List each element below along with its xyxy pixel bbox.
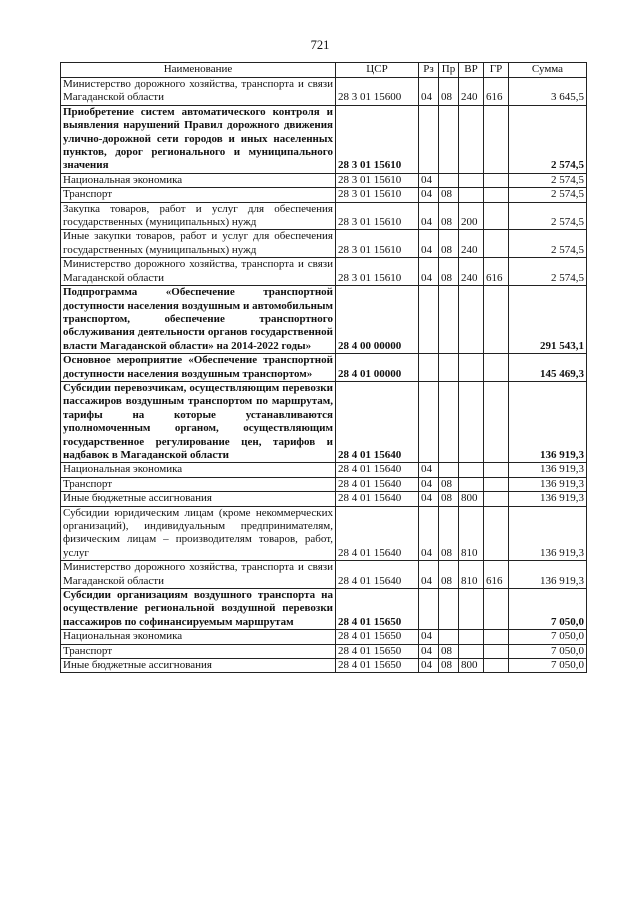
cell-vr bbox=[459, 644, 484, 658]
cell-gr bbox=[484, 105, 509, 173]
cell-pr: 08 bbox=[439, 188, 459, 202]
cell-gr bbox=[484, 644, 509, 658]
cell-gr bbox=[484, 589, 509, 630]
cell-vr bbox=[459, 105, 484, 173]
cell-vr: 200 bbox=[459, 202, 484, 230]
cell-pr bbox=[439, 463, 459, 477]
cell-name: Министерство дорожного хозяйства, транспорта и связи Магаданской области bbox=[61, 561, 336, 589]
cell-pr: 08 bbox=[439, 659, 459, 673]
cell-sum: 7 050,0 bbox=[509, 589, 587, 630]
cell-name: Субсидии организациям воздушного транспорта на осуществление региональной воздушной перевозки пассажиров по софинансируемым маршрутам bbox=[61, 589, 336, 630]
cell-name: Субсидии перевозчикам, осуществляющим перевозки пассажиров воздушным транспортом по маршрутам, тарифы на которые устанавливаются уполномоченным органом, осуществляющим государственное регулирование цен, тарифов и надбавок в Магаданской области bbox=[61, 381, 336, 462]
cell-pr: 08 bbox=[439, 644, 459, 658]
cell-gr bbox=[484, 506, 509, 561]
cell-csr: 28 4 01 15640 bbox=[336, 463, 419, 477]
cell-sum: 136 919,3 bbox=[509, 492, 587, 506]
cell-gr: 616 bbox=[484, 78, 509, 106]
cell-csr: 28 4 01 15650 bbox=[336, 630, 419, 644]
cell-rz: 04 bbox=[419, 258, 439, 286]
cell-name: Иные бюджетные ассигнования bbox=[61, 659, 336, 673]
table-row bbox=[61, 105, 587, 173]
cell-gr bbox=[484, 286, 509, 354]
cell-pr: 08 bbox=[439, 561, 459, 589]
table-row bbox=[61, 286, 587, 354]
table-row bbox=[61, 258, 587, 286]
cell-gr: 616 bbox=[484, 561, 509, 589]
cell-pr: 08 bbox=[439, 258, 459, 286]
cell-sum: 145 469,3 bbox=[509, 354, 587, 382]
table-row bbox=[61, 630, 587, 644]
cell-csr: 28 4 01 15640 bbox=[336, 492, 419, 506]
cell-gr: 616 bbox=[484, 258, 509, 286]
budget-table bbox=[60, 62, 587, 673]
cell-rz: 04 bbox=[419, 188, 439, 202]
cell-vr: 240 bbox=[459, 230, 484, 258]
cell-name: Национальная экономика bbox=[61, 173, 336, 187]
cell-name: Подпрограмма «Обеспечение транспортной доступности населения воздушным и автомобильным транспортом, обеспечение транспортного обслуживания деятельности органов государственной власти Магаданской области» на 2014-2022 годы» bbox=[61, 286, 336, 354]
cell-name: Субсидии юридическим лицам (кроме некоммерческих организаций), индивидуальным предпринимателям, физическим лицам – производителям товаров, работ, услуг bbox=[61, 506, 336, 561]
table-row bbox=[61, 589, 587, 630]
cell-pr: 08 bbox=[439, 202, 459, 230]
cell-vr bbox=[459, 477, 484, 491]
cell-name: Транспорт bbox=[61, 188, 336, 202]
cell-name: Закупка товаров, работ и услуг для обеспечения государственных (муниципальных) нужд bbox=[61, 202, 336, 230]
cell-csr: 28 4 01 15640 bbox=[336, 477, 419, 491]
cell-sum: 7 050,0 bbox=[509, 644, 587, 658]
table-row bbox=[61, 659, 587, 673]
header-pr: Пр bbox=[439, 63, 459, 78]
cell-sum: 136 919,3 bbox=[509, 463, 587, 477]
cell-pr bbox=[439, 381, 459, 462]
cell-rz: 04 bbox=[419, 644, 439, 658]
cell-sum: 136 919,3 bbox=[509, 381, 587, 462]
cell-csr: 28 4 01 15650 bbox=[336, 644, 419, 658]
cell-rz: 04 bbox=[419, 78, 439, 106]
cell-pr bbox=[439, 589, 459, 630]
cell-rz bbox=[419, 381, 439, 462]
cell-gr bbox=[484, 188, 509, 202]
cell-vr bbox=[459, 463, 484, 477]
cell-vr: 240 bbox=[459, 258, 484, 286]
cell-csr: 28 3 01 15610 bbox=[336, 173, 419, 187]
cell-pr bbox=[439, 354, 459, 382]
cell-sum: 136 919,3 bbox=[509, 506, 587, 561]
table-body bbox=[61, 78, 587, 673]
cell-csr: 28 4 01 15640 bbox=[336, 506, 419, 561]
cell-sum: 136 919,3 bbox=[509, 561, 587, 589]
cell-sum: 2 574,5 bbox=[509, 202, 587, 230]
cell-csr: 28 4 01 15650 bbox=[336, 589, 419, 630]
cell-csr: 28 3 01 15610 bbox=[336, 258, 419, 286]
cell-csr: 28 3 01 15610 bbox=[336, 188, 419, 202]
cell-rz: 04 bbox=[419, 561, 439, 589]
cell-sum: 136 919,3 bbox=[509, 477, 587, 491]
cell-name: Министерство дорожного хозяйства, транспорта и связи Магаданской области bbox=[61, 78, 336, 106]
table-row bbox=[61, 506, 587, 561]
cell-csr: 28 3 01 15610 bbox=[336, 230, 419, 258]
cell-sum: 7 050,0 bbox=[509, 659, 587, 673]
cell-sum: 2 574,5 bbox=[509, 230, 587, 258]
cell-rz bbox=[419, 105, 439, 173]
header-vr: ВР bbox=[459, 63, 484, 78]
cell-vr bbox=[459, 630, 484, 644]
cell-csr: 28 3 01 15610 bbox=[336, 105, 419, 173]
cell-pr: 08 bbox=[439, 492, 459, 506]
header-rz: Рз bbox=[419, 63, 439, 78]
cell-pr bbox=[439, 173, 459, 187]
cell-sum: 2 574,5 bbox=[509, 173, 587, 187]
table-row bbox=[61, 644, 587, 658]
cell-csr: 28 3 01 15610 bbox=[336, 202, 419, 230]
cell-vr: 800 bbox=[459, 659, 484, 673]
cell-csr: 28 3 01 15600 bbox=[336, 78, 419, 106]
table-row bbox=[61, 78, 587, 106]
cell-vr bbox=[459, 589, 484, 630]
cell-vr: 810 bbox=[459, 561, 484, 589]
cell-rz: 04 bbox=[419, 173, 439, 187]
cell-pr: 08 bbox=[439, 230, 459, 258]
header-name: Наименование bbox=[61, 63, 336, 78]
cell-gr bbox=[484, 659, 509, 673]
cell-vr bbox=[459, 188, 484, 202]
cell-pr: 08 bbox=[439, 506, 459, 561]
cell-vr bbox=[459, 286, 484, 354]
cell-gr bbox=[484, 463, 509, 477]
cell-vr: 800 bbox=[459, 492, 484, 506]
cell-csr: 28 4 01 15640 bbox=[336, 561, 419, 589]
cell-vr bbox=[459, 354, 484, 382]
cell-vr: 240 bbox=[459, 78, 484, 106]
cell-rz: 04 bbox=[419, 506, 439, 561]
table-row bbox=[61, 202, 587, 230]
table-row bbox=[61, 477, 587, 491]
header-gr: ГР bbox=[484, 63, 509, 78]
cell-sum: 3 645,5 bbox=[509, 78, 587, 106]
cell-pr: 08 bbox=[439, 477, 459, 491]
table-row bbox=[61, 561, 587, 589]
cell-vr: 810 bbox=[459, 506, 484, 561]
cell-csr: 28 4 01 15650 bbox=[336, 659, 419, 673]
cell-rz bbox=[419, 354, 439, 382]
cell-name: Министерство дорожного хозяйства, транспорта и связи Магаданской области bbox=[61, 258, 336, 286]
table-row bbox=[61, 173, 587, 187]
cell-pr bbox=[439, 286, 459, 354]
table-row bbox=[61, 492, 587, 506]
cell-pr bbox=[439, 630, 459, 644]
cell-gr bbox=[484, 381, 509, 462]
cell-vr bbox=[459, 173, 484, 187]
cell-gr bbox=[484, 202, 509, 230]
table-row bbox=[61, 381, 587, 462]
cell-name: Иные бюджетные ассигнования bbox=[61, 492, 336, 506]
cell-name: Приобретение систем автоматического контроля и выявления нарушений Правил дорожного движения улично-дорожной сети городов и иных населенных пунктов, дорог регионального и муниципального значения bbox=[61, 105, 336, 173]
cell-rz bbox=[419, 286, 439, 354]
table-header-row bbox=[61, 63, 587, 78]
cell-name: Транспорт bbox=[61, 477, 336, 491]
cell-name: Иные закупки товаров, работ и услуг для обеспечения государственных (муниципальных) нужд bbox=[61, 230, 336, 258]
cell-rz: 04 bbox=[419, 202, 439, 230]
cell-rz: 04 bbox=[419, 463, 439, 477]
cell-pr: 08 bbox=[439, 78, 459, 106]
cell-gr bbox=[484, 354, 509, 382]
cell-csr: 28 4 00 00000 bbox=[336, 286, 419, 354]
cell-vr bbox=[459, 381, 484, 462]
cell-name: Национальная экономика bbox=[61, 630, 336, 644]
cell-sum: 2 574,5 bbox=[509, 258, 587, 286]
table-row bbox=[61, 230, 587, 258]
page-number: 721 bbox=[310, 38, 330, 52]
cell-gr bbox=[484, 230, 509, 258]
cell-gr bbox=[484, 173, 509, 187]
cell-rz: 04 bbox=[419, 477, 439, 491]
cell-sum: 7 050,0 bbox=[509, 630, 587, 644]
cell-rz: 04 bbox=[419, 630, 439, 644]
cell-sum: 2 574,5 bbox=[509, 105, 587, 173]
cell-gr bbox=[484, 630, 509, 644]
cell-rz: 04 bbox=[419, 492, 439, 506]
cell-sum: 2 574,5 bbox=[509, 188, 587, 202]
cell-name: Основное мероприятие «Обеспечение транспортной доступности населения воздушным транспортом» bbox=[61, 354, 336, 382]
cell-pr bbox=[439, 105, 459, 173]
cell-csr: 28 4 01 15640 bbox=[336, 381, 419, 462]
cell-gr bbox=[484, 492, 509, 506]
table-row bbox=[61, 188, 587, 202]
header-csr: ЦСР bbox=[336, 63, 419, 78]
cell-csr: 28 4 01 00000 bbox=[336, 354, 419, 382]
table-row bbox=[61, 354, 587, 382]
cell-gr bbox=[484, 477, 509, 491]
cell-name: Национальная экономика bbox=[61, 463, 336, 477]
table-row bbox=[61, 463, 587, 477]
cell-name: Транспорт bbox=[61, 644, 336, 658]
cell-rz: 04 bbox=[419, 659, 439, 673]
cell-rz: 04 bbox=[419, 230, 439, 258]
header-sum: Сумма bbox=[509, 63, 587, 78]
cell-rz bbox=[419, 589, 439, 630]
cell-sum: 291 543,1 bbox=[509, 286, 587, 354]
